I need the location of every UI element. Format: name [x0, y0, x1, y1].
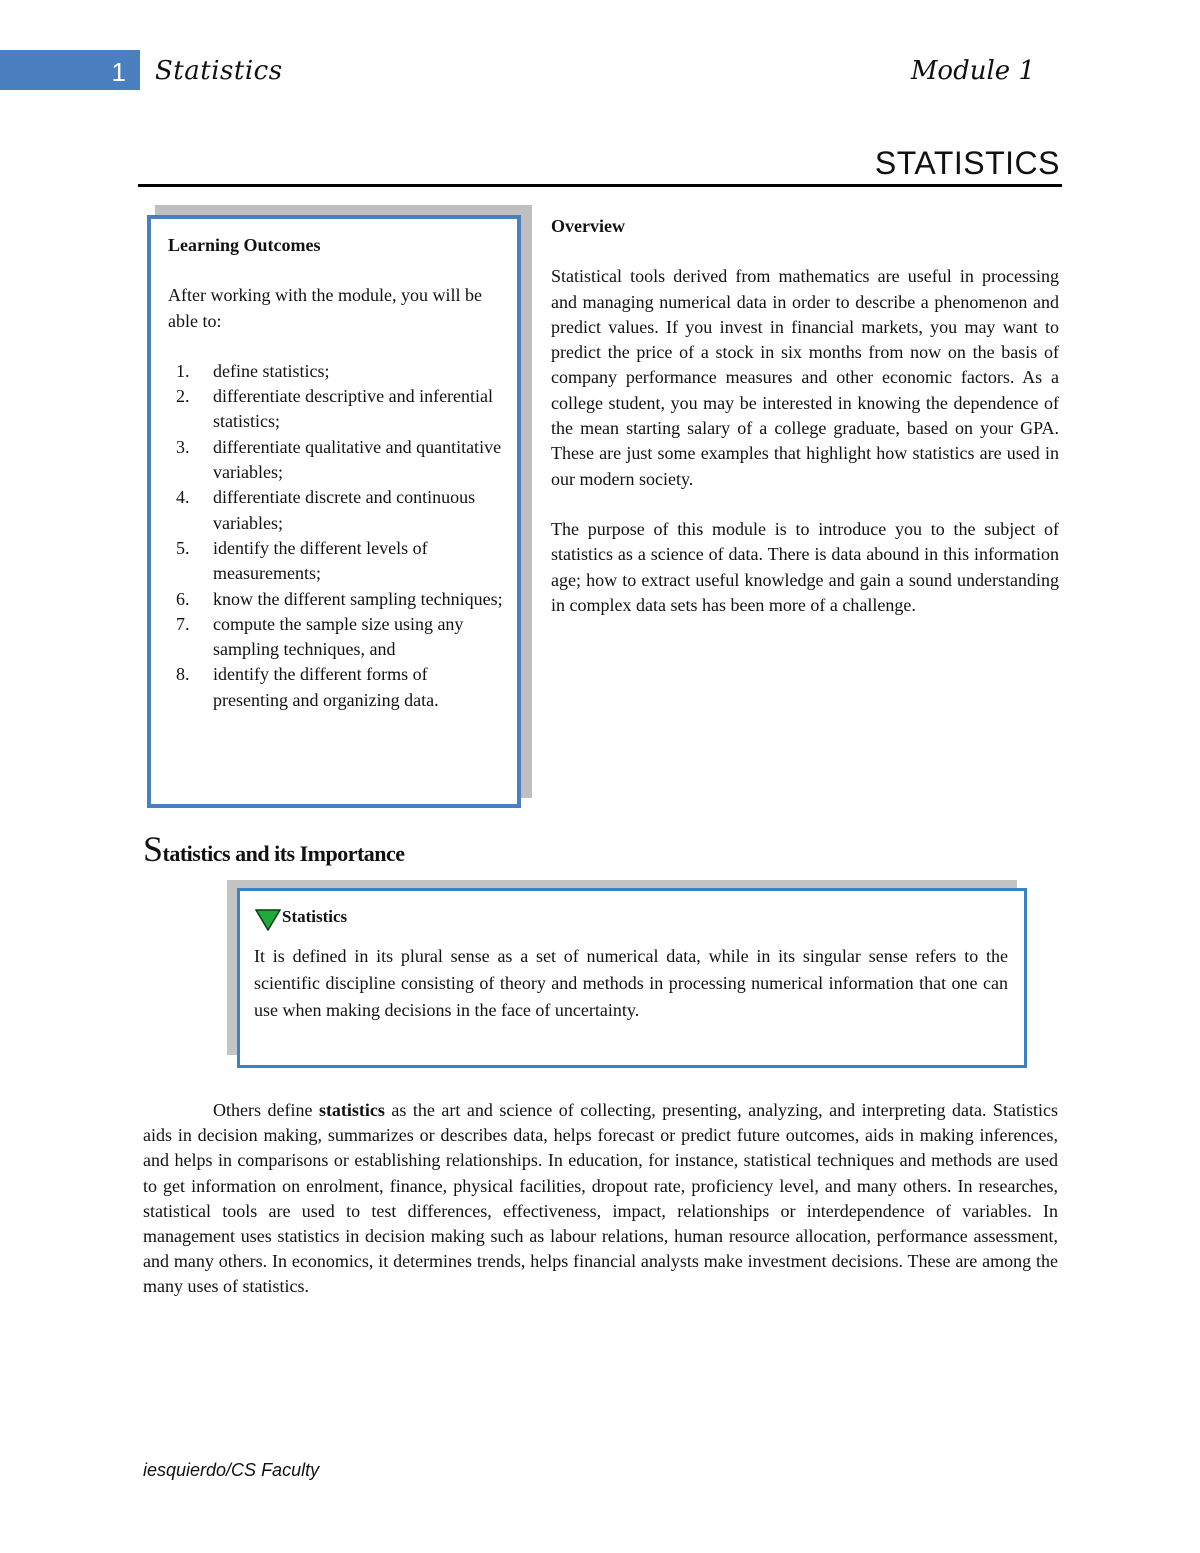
- list-item: 1. define statistics;: [176, 360, 330, 381]
- list-item: 2. differentiate descriptive and inferential statistics;: [176, 386, 494, 432]
- overview-section: [551, 214, 1059, 643]
- overview-heading: Overview: [551, 216, 625, 236]
- overview-paragraph: Statistical tools derived from mathematics are useful in processing and managing numerical data in order to describe a phenomenon and predict values. If you invest in financial markets, you may want to predict the price of a stock in six months from now on the basis of company performance measures and other economic factors. As a college student, you may be interested in knowing the dependence of the mean starting salary of a college graduate, based on your GPA. These are just some examples that highlight how statistics are used in our modern society.: [551, 266, 1059, 489]
- body-lead: Others define: [213, 1100, 313, 1120]
- list-item: 6. know the different sampling techniques;: [176, 588, 503, 609]
- definition-text: It is defined in its plural sense as a set of numerical data, while in its singular sense refers to the scientific discipline consisting of theory and methods in processing numerical information that one can use when making decisions in the face of uncertainty.: [254, 946, 1008, 1020]
- header-module: Module 1: [910, 56, 1035, 86]
- green-triangle-icon: [255, 909, 281, 931]
- list-item: 7. compute the sample size using any sampling techniques, and: [176, 613, 464, 660]
- definition-box: [237, 888, 1027, 1068]
- section-heading-text: tatistics and its Importance: [162, 841, 405, 866]
- list-item: 3. differentiate qualitative and quantitative variables;: [176, 436, 502, 483]
- title-divider: [138, 184, 1062, 187]
- list-item: 4. differentiate discrete and continuous variables;: [176, 487, 476, 533]
- list-item: 5. identify the different levels of measurements;: [176, 537, 428, 584]
- definition-header: [254, 903, 1008, 931]
- learning-outcomes-intro: After working with the module, you will be able to:: [168, 285, 482, 331]
- body-rest: as the art and science of collecting, presenting, analyzing, and interpreting data. Statistics aids in decision making, summarizes or describes data, helps forecast or predict future outcomes, aids in making inferences, and helps in comparisons or establishing relationships. In education, for instance, statistical techniques and methods are used to get information on enrolment, finance, physical facilities, dropout rate, proficiency level, and many others. In researches, statistical tools are used to test differences, effectiveness, impact, relationships or interdependence of variables. In management uses statistics in decision making such as labour relations, human resource allocation, performance assessment, and many others. In economics, it determines trends, helps financial analysts make investment decisions. These are among the many uses of statistics.: [143, 1100, 1059, 1297]
- footer-author: iesquierdo/CS Faculty: [143, 1460, 320, 1480]
- body-keyword: statistics: [318, 1100, 385, 1120]
- section-heading: [143, 828, 405, 870]
- overview-paragraph: The purpose of this module is to introduce you to the subject of statistics as a science of data. There is data abound in this information age; how to extract useful knowledge and gain a sound understanding in complex data sets has been more of a challenge.: [551, 518, 1059, 615]
- page-number: 1: [111, 57, 126, 87]
- learning-outcomes-heading: Learning Outcomes: [168, 235, 321, 255]
- section-heading-initial: S: [143, 829, 163, 869]
- page-title: STATISTICS: [874, 145, 1060, 181]
- body-paragraph: [143, 1098, 1058, 1300]
- learning-outcomes-box: [147, 215, 521, 808]
- definition-title: Statistics: [282, 907, 348, 926]
- list-item: 8. identify the different forms of presenting and organizing data.: [176, 664, 439, 710]
- learning-outcomes-list: [168, 359, 503, 713]
- header-title: Statistics: [155, 56, 283, 86]
